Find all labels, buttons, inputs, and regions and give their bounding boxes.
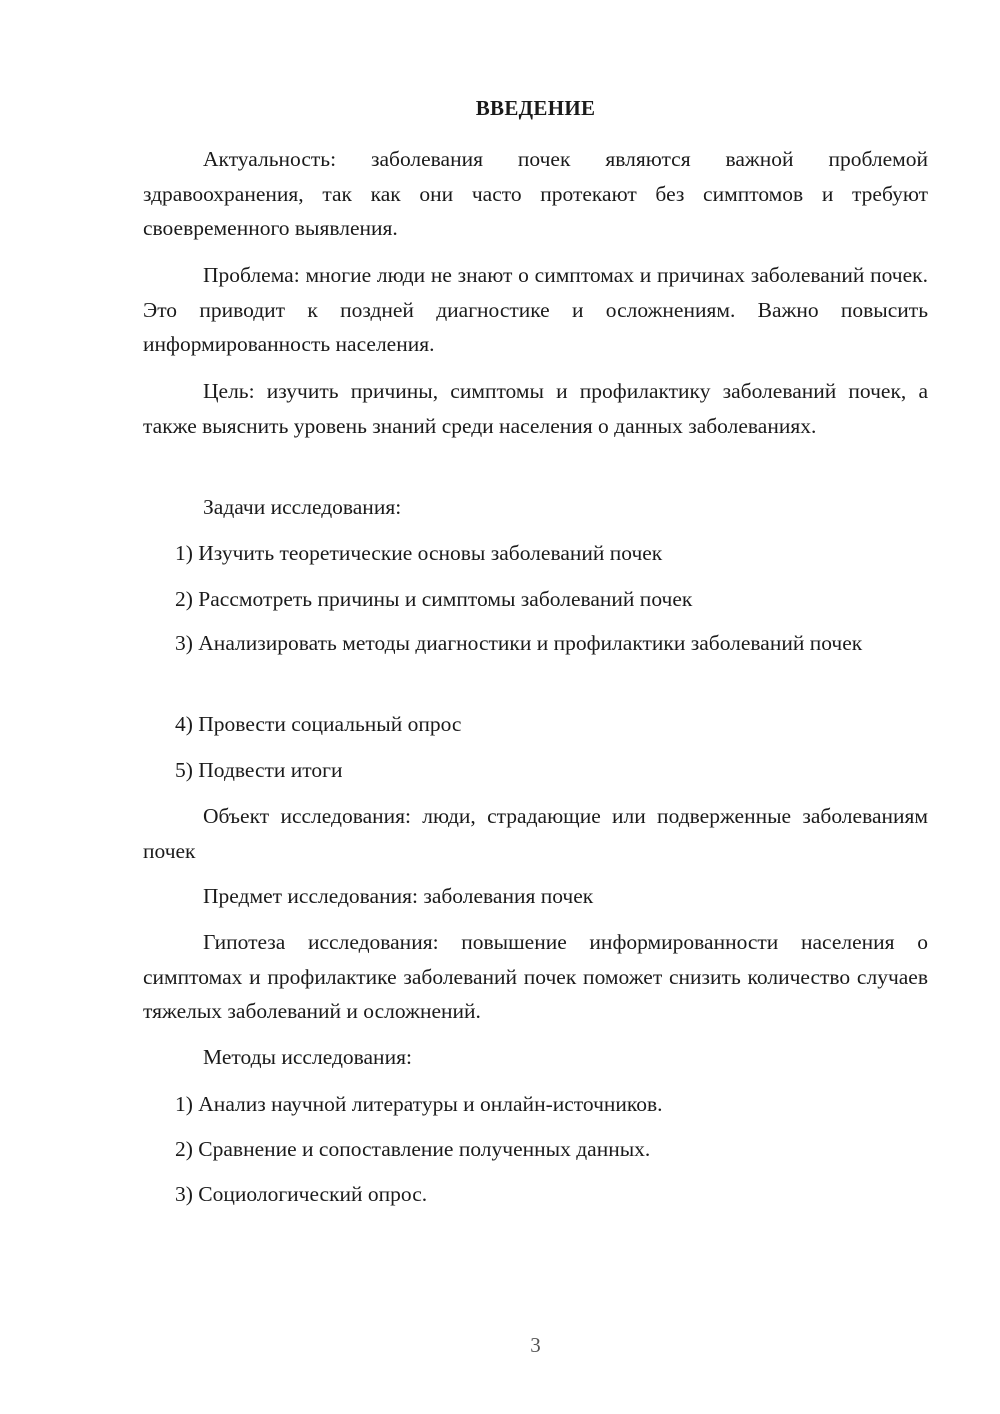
task-item-text: 2) Рассмотреть причины и симптомы заболеваний почек xyxy=(175,587,693,611)
object-paragraph xyxy=(143,799,928,868)
method-item-text: 1) Анализ научной литературы и онлайн-источников. xyxy=(175,1092,663,1116)
goal-text: Цель: изучить причины, симптомы и профилактику заболеваний почек, а также выяснить уровень знаний среди населения о данных заболеваниях. xyxy=(143,379,928,438)
method-item-text: 3) Социологический опрос. xyxy=(175,1182,428,1206)
task-item xyxy=(143,753,928,788)
relevance-text: Актуальность: заболевания почек являются важной проблемой здравоохранения, так как они часто протекают без симптомов и требуют своевременного выявления. xyxy=(143,147,928,240)
task-item-text: 5) Подвести итоги xyxy=(175,758,343,782)
task-item xyxy=(143,626,928,661)
page-title: ВВЕДЕНИЕ xyxy=(475,96,596,120)
method-item xyxy=(143,1087,928,1122)
methods-heading-text: Методы исследования: xyxy=(203,1045,412,1069)
hypothesis-text: Гипотеза исследования: повышение информированности населения о симптомах и профилактике заболеваний почек поможет снизить количество случаев тяжелых заболеваний и осложнений. xyxy=(143,930,928,1023)
methods-heading xyxy=(143,1040,928,1075)
tasks-heading xyxy=(143,490,928,525)
object-text: Объект исследования: люди, страдающие или подверженные заболеваниям почек xyxy=(143,804,928,863)
task-item xyxy=(143,536,928,571)
task-item xyxy=(143,707,928,742)
document-page xyxy=(143,0,928,1414)
method-item xyxy=(143,1177,928,1212)
task-item-text: 1) Изучить теоретические основы заболеваний почек xyxy=(175,541,663,565)
relevance-paragraph xyxy=(143,142,928,246)
subject-text: Предмет исследования: заболевания почек xyxy=(203,884,594,908)
task-item-text: 3) Анализировать методы диагностики и профилактики заболеваний почек xyxy=(175,631,863,655)
task-item-text: 4) Провести социальный опрос xyxy=(175,712,462,736)
tasks-heading-text: Задачи исследования: xyxy=(203,495,402,519)
task-item xyxy=(143,582,928,617)
problem-paragraph xyxy=(143,258,928,362)
goal-paragraph xyxy=(143,374,928,443)
method-item-text: 2) Сравнение и сопоставление полученных данных. xyxy=(175,1137,651,1161)
problem-text: Проблема: многие люди не знают о симптомах и причинах заболеваний почек. Это приводит к поздней диагностике и осложнениям. Важно повысить информированность населения. xyxy=(143,263,928,356)
hypothesis-paragraph xyxy=(143,925,928,1029)
subject-paragraph xyxy=(143,879,928,914)
page-number: 3 xyxy=(530,1333,541,1357)
method-item xyxy=(143,1132,928,1167)
